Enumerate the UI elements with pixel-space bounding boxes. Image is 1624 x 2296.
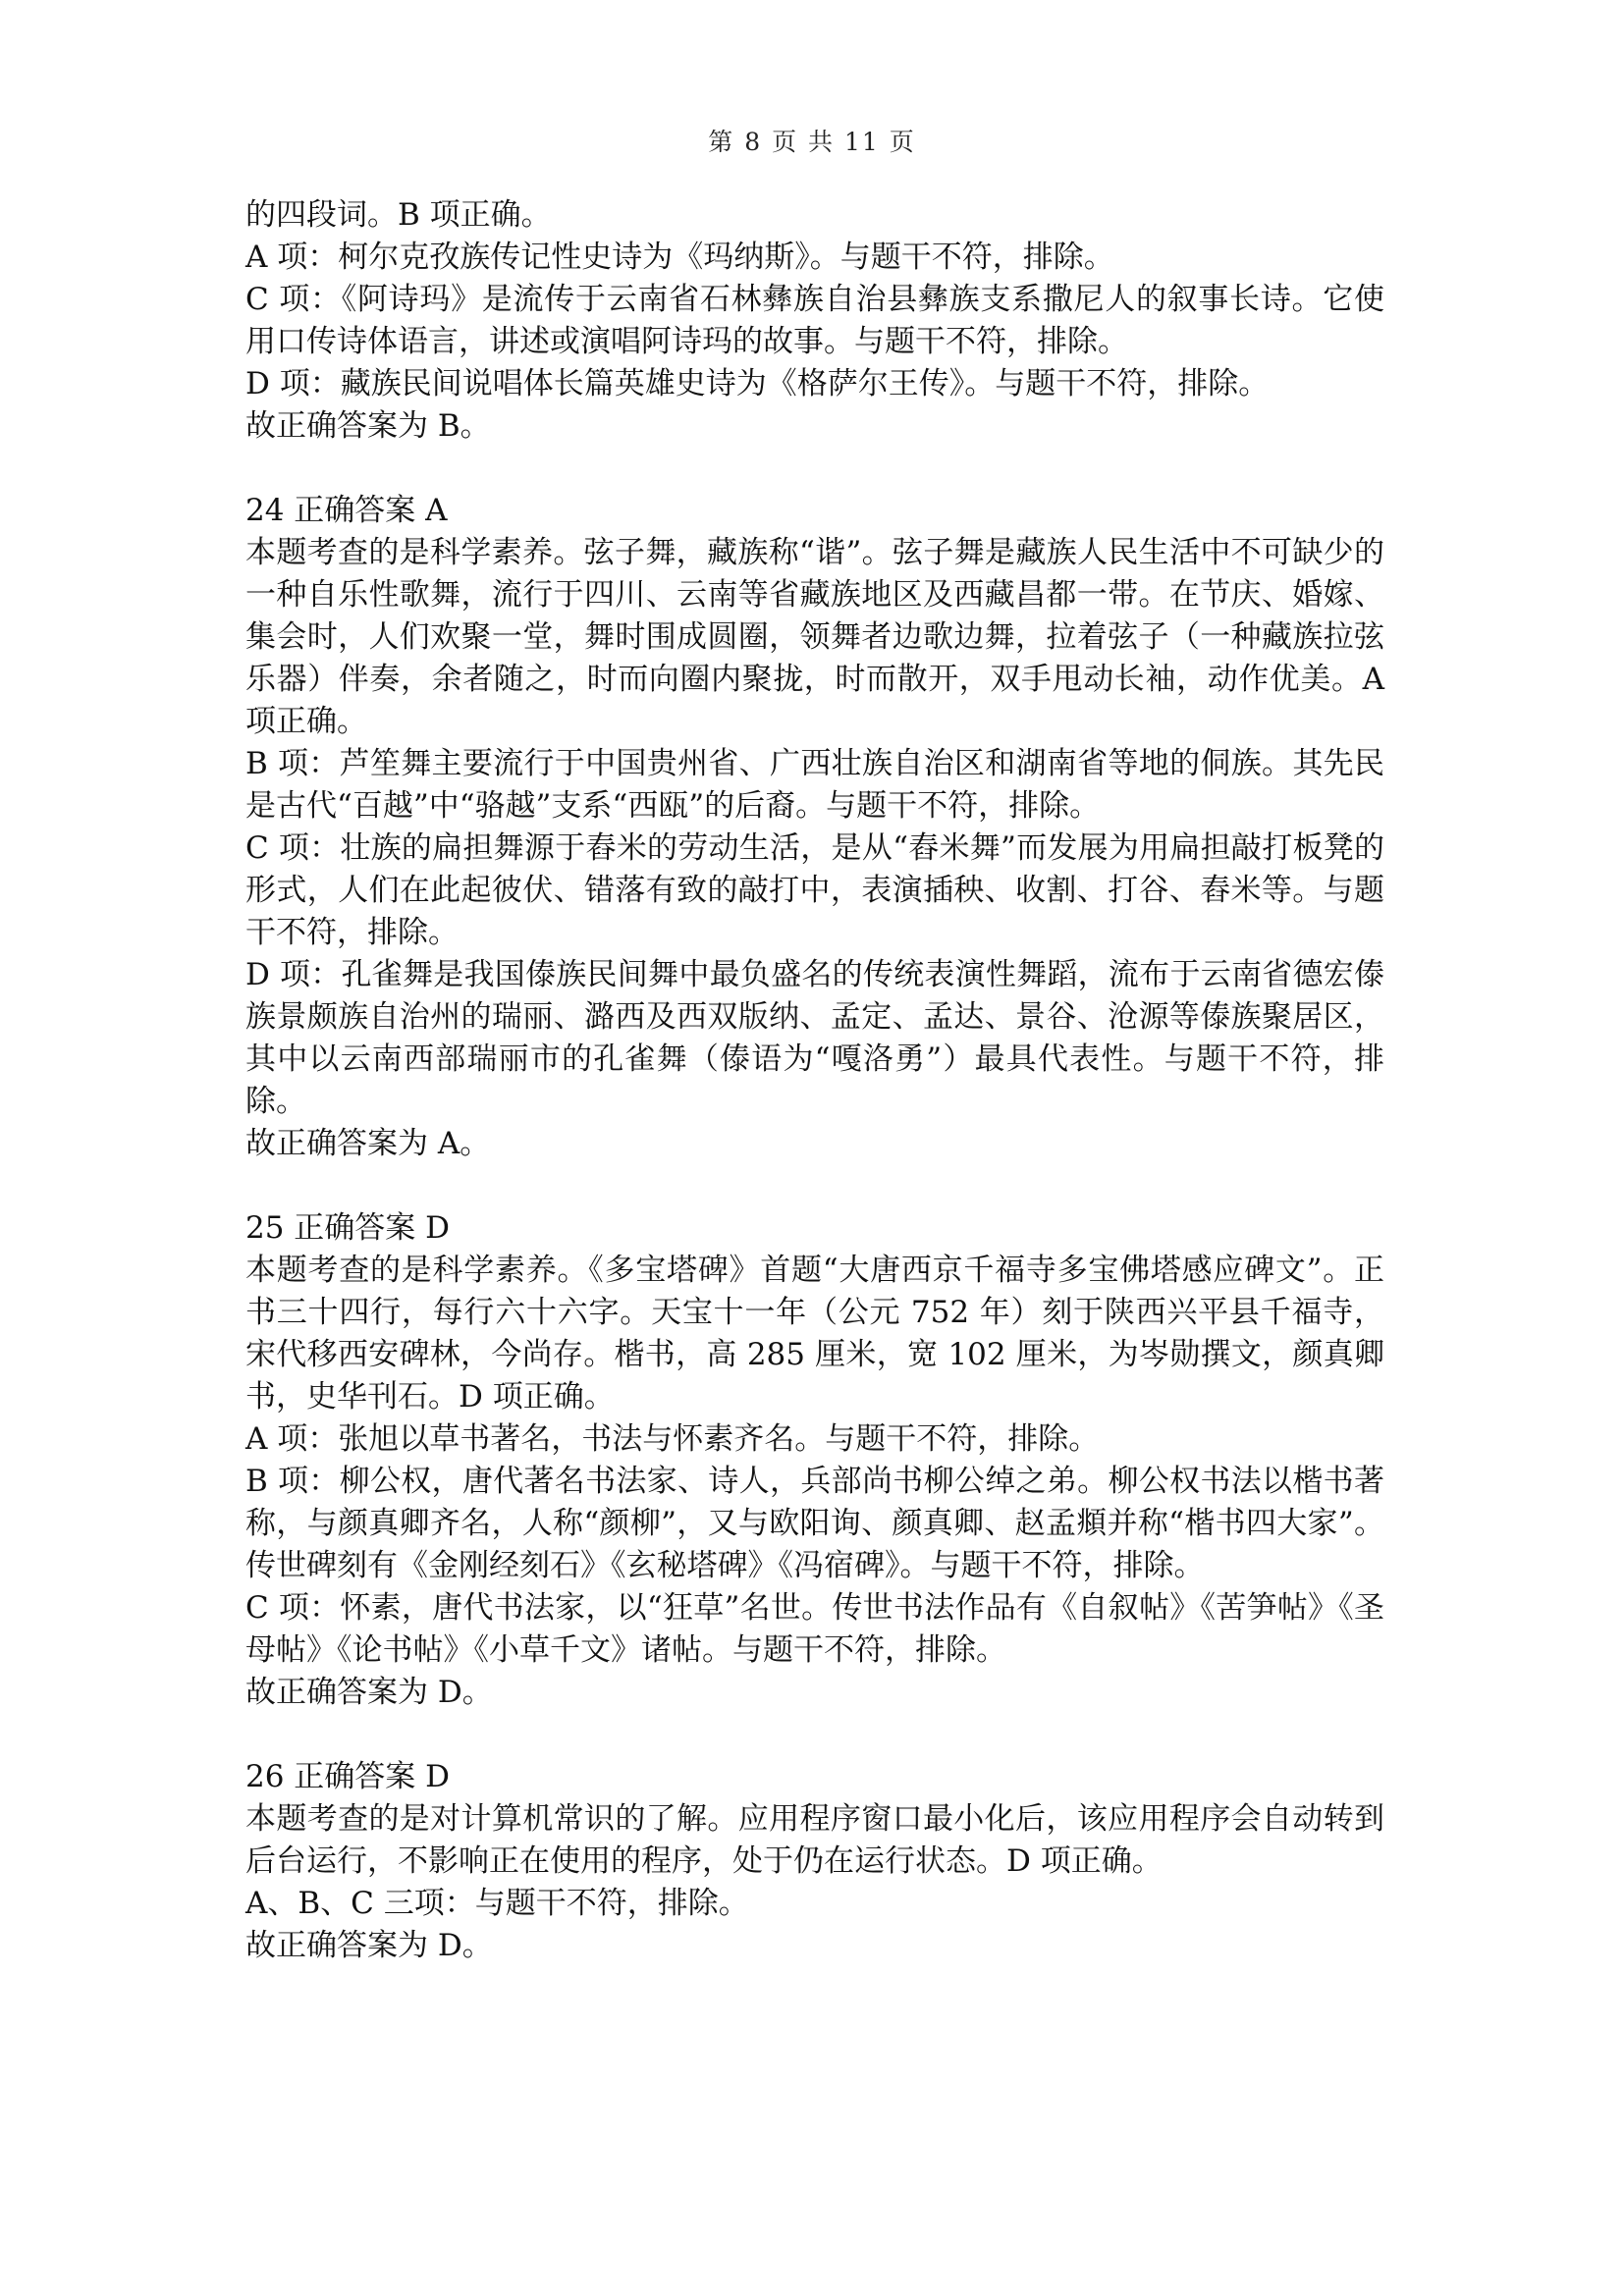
paragraph: 的四段词。B 项正确。: [245, 197, 552, 233]
paragraph: 本题考查的是对计算机常识的了解。应用程序窗口最小化后，该应用程序会自动转到后台运行，不影响正在使用的程序，处于仍在运行状态。D 项正确。: [245, 1801, 1384, 1879]
answer-heading: 25 正确答案 D: [245, 1210, 451, 1246]
answer-24: [245, 490, 1384, 1165]
option-a-explanation: A 项：柯尔克孜族传记性史诗为《玛纳斯》。与题干不符，排除。: [245, 240, 1114, 275]
option-a-explanation: A 项：张旭以草书著名，书法与怀素齐名。与题干不符，排除。: [245, 1421, 1100, 1457]
answer-conclusion: 故正确答案为 D。: [245, 1675, 493, 1710]
answer-heading: 26 正确答案 D: [245, 1759, 451, 1794]
option-b-explanation: B 项：芦笙舞主要流行于中国贵州省、广西壮族自治区和湖南省等地的侗族。其先民是古代“百越”中“骆越”支系“西瓯”的后裔。与题干不符，排除。: [245, 746, 1384, 824]
option-c-explanation: C 项：怀素，唐代书法家，以“狂草”名世。传世书法作品有《自叙帖》《苦笋帖》《圣母帖》《论书帖》《小草千文》诸帖。与题干不符，排除。: [245, 1590, 1384, 1668]
answer-26: [245, 1756, 1384, 1967]
paragraph: 本题考查的是科学素养。弦子舞，藏族称“谐”。弦子舞是藏族人民生活中不可缺少的一种自乐性歌舞，流行于四川、云南等省藏族地区及西藏昌都一带。在节庆、婚嫁、集会时，人们欢聚一堂，舞时围成圆圈，领舞者边歌边舞，拉着弦子（一种藏族拉弦乐器）伴奏，余者随之，时而向圈内聚拢，时而散开，双手甩动长袖，动作优美。A 项正确。: [245, 535, 1384, 739]
answer-25: [245, 1207, 1384, 1714]
option-d-explanation: D 项：孔雀舞是我国傣族民间舞中最负盛名的传统表演性舞蹈，流布于云南省德宏傣族景颇族自治州的瑞丽、潞西及西双版纳、孟定、孟达、景谷、沧源等傣族聚居区，其中以云南西部瑞丽市的孔雀舞（傣语为“嘎洛勇”）最具代表性。与题干不符，排除。: [245, 957, 1384, 1119]
answer-23-continuation: [245, 194, 1384, 448]
answer-conclusion: 故正确答案为 A。: [245, 1126, 491, 1161]
options-abc-explanation: A、B、C 三项：与题干不符，排除。: [245, 1886, 749, 1921]
option-d-explanation: D 项：藏族民间说唱体长篇英雄史诗为《格萨尔王传》。与题干不符，排除。: [245, 366, 1270, 401]
paragraph: 本题考查的是科学素养。《多宝塔碑》首题“大唐西京千福寺多宝佛塔感应碑文”。正书三十四行，每行六十六字。天宝十一年（公元 752 年）刻于陕西兴平县千福寺，宋代移西安碑林，今尚存。楷书，高 285 厘米，宽 102 厘米，为岑勋撰文，颜真卿书，史华刊石。D 项正确。: [245, 1253, 1384, 1415]
option-b-explanation: B 项：柳公权，唐代著名书法家、诗人，兵部尚书柳公绰之弟。柳公权书法以楷书著称，与颜真卿齐名，人称“颜柳”，又与欧阳询、颜真卿、赵孟頫并称“楷书四大家”。传世碑刻有《金刚经刻石》《玄秘塔碑》《冯宿碑》。与题干不符，排除。: [245, 1464, 1384, 1583]
option-c-explanation: C 项：《阿诗玛》是流传于云南省石林彝族自治县彝族支系撒尼人的叙事长诗。它使用口传诗体语言，讲述或演唱阿诗玛的故事。与题干不符，排除。: [245, 282, 1384, 359]
answer-conclusion: 故正确答案为 D。: [245, 1928, 493, 1963]
page-number-header: 第 8 页 共 11 页: [708, 128, 916, 156]
option-c-explanation: C 项：壮族的扁担舞源于舂米的劳动生活，是从“舂米舞”而发展为用扁担敲打板凳的形式，人们在此起彼伏、错落有致的敲打中，表演插秧、收割、打谷、舂米等。与题干不符，排除。: [245, 830, 1384, 950]
answer-conclusion: 故正确答案为 B。: [245, 408, 491, 444]
document-body: [245, 194, 1384, 1967]
answer-heading: 24 正确答案 A: [245, 493, 448, 528]
